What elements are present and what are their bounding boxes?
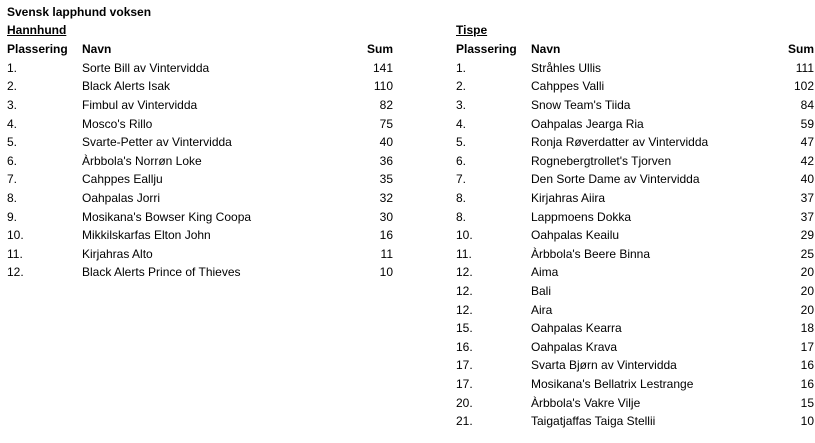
placement-cell: 7. xyxy=(7,172,18,187)
sum-cell: 36 xyxy=(379,153,393,168)
table-row xyxy=(456,245,814,264)
table-row xyxy=(456,96,814,115)
placement-cell: 16. xyxy=(456,339,473,354)
placement-cell: 15. xyxy=(456,321,473,336)
sum-cell: 102 xyxy=(793,79,814,94)
table-row xyxy=(456,170,814,189)
dog-name-cell: Fimbul av Vintervidda xyxy=(82,98,198,113)
dog-name-cell: Mosikana's Bowser King Coopa xyxy=(82,209,252,224)
table-row xyxy=(456,263,814,282)
table-row xyxy=(456,282,814,301)
sum-cell: 10 xyxy=(379,265,393,280)
dog-name-cell: Cahppes Valli xyxy=(531,79,605,94)
male-results-table xyxy=(7,40,393,282)
dog-name-cell: Snow Team's Tiida xyxy=(531,98,631,113)
placement-cell: 17. xyxy=(456,358,473,373)
placement-cell: 11. xyxy=(7,246,23,261)
female-results-table xyxy=(456,40,814,430)
sum-cell: 32 xyxy=(379,191,393,206)
dog-name-cell: Aira xyxy=(531,302,553,317)
dog-name-cell: Oahpalas Kearra xyxy=(531,321,622,336)
male-results-body xyxy=(7,59,393,282)
sum-cell: 82 xyxy=(379,98,393,113)
table-row xyxy=(456,77,814,96)
dog-name-cell: Oahpalas Krava xyxy=(531,339,618,354)
table-row xyxy=(7,77,393,96)
female-section xyxy=(456,22,814,430)
column-header-name: Navn xyxy=(531,42,561,57)
sum-cell: 16 xyxy=(379,228,393,243)
sum-cell: 30 xyxy=(379,209,393,224)
placement-cell: 7. xyxy=(456,172,467,187)
placement-cell: 10. xyxy=(456,228,473,243)
placement-cell: 9. xyxy=(7,209,18,224)
dog-name-cell: Cahppes Eallju xyxy=(82,172,163,187)
sum-cell: 20 xyxy=(800,265,814,280)
table-row xyxy=(456,300,814,319)
sum-cell: 37 xyxy=(800,191,814,206)
column-header-sum: Sum xyxy=(366,42,393,57)
sum-cell: 111 xyxy=(795,60,814,75)
dog-name-cell: Ronja Røverdatter av Vintervidda xyxy=(531,135,709,150)
placement-cell: 1. xyxy=(456,60,467,75)
dog-name-cell: Taigatjaffas Taiga Stellii xyxy=(531,414,656,429)
placement-cell: 12. xyxy=(456,265,473,280)
placement-cell: 21. xyxy=(456,414,473,429)
female-section-title: Tispe xyxy=(456,23,488,37)
sum-cell: 11 xyxy=(380,246,393,261)
dog-name-cell: Svarta Bjørn av Vintervidda xyxy=(531,358,677,373)
female-results-body xyxy=(456,59,814,431)
dog-name-cell: Oahpalas Jorri xyxy=(82,191,161,206)
placement-cell: 12. xyxy=(456,302,473,317)
sum-cell: 110 xyxy=(373,79,393,94)
dog-name-cell: Àrbbola's Norrøn Loke xyxy=(82,153,202,168)
placement-cell: 6. xyxy=(456,153,467,168)
dog-name-cell: Svarte-Petter av Vintervidda xyxy=(82,135,232,150)
table-row xyxy=(456,375,814,394)
dog-name-cell: Oahpalas Keailu xyxy=(531,228,620,243)
table-row xyxy=(456,114,814,133)
table-row xyxy=(456,226,814,245)
column-header-name: Navn xyxy=(82,42,112,57)
table-row xyxy=(7,59,393,78)
sum-cell: 20 xyxy=(800,302,814,317)
placement-cell: 6. xyxy=(7,153,18,168)
sum-cell: 40 xyxy=(800,172,814,187)
table-row xyxy=(7,263,393,282)
sum-cell: 35 xyxy=(379,172,393,187)
dog-name-cell: Black Alerts Isak xyxy=(82,79,171,94)
placement-cell: 8. xyxy=(7,191,18,206)
sum-cell: 10 xyxy=(800,414,814,429)
table-row xyxy=(456,356,814,375)
sum-cell: 42 xyxy=(800,153,814,168)
table-row xyxy=(456,338,814,357)
dog-name-cell: Mosikana's Bellatrix Lestrange xyxy=(531,376,694,391)
placement-cell: 3. xyxy=(7,98,18,113)
sum-cell: 141 xyxy=(372,60,393,75)
table-row xyxy=(456,59,814,78)
sum-cell: 37 xyxy=(800,209,814,224)
page-title: Svensk lapphund voksen xyxy=(7,5,152,19)
table-row xyxy=(7,189,393,208)
table-row xyxy=(456,152,814,171)
sum-cell: 18 xyxy=(800,321,814,336)
sum-cell: 16 xyxy=(800,376,814,391)
table-row xyxy=(456,412,814,431)
sum-cell: 16 xyxy=(800,358,814,373)
table-header-row xyxy=(7,40,393,59)
sum-cell: 40 xyxy=(379,135,393,150)
placement-cell: 17. xyxy=(456,376,473,391)
dog-name-cell: Lappmoens Dokka xyxy=(531,209,632,224)
placement-cell: 4. xyxy=(456,116,467,131)
placement-cell: 8. xyxy=(456,209,467,224)
table-row xyxy=(456,207,814,226)
dog-name-cell: Rognebergtrollet's Tjorven xyxy=(531,153,672,168)
dog-name-cell: Mikkilskarfas Elton John xyxy=(82,228,211,243)
placement-cell: 5. xyxy=(7,135,18,150)
table-row xyxy=(7,133,393,152)
sum-cell: 75 xyxy=(379,116,393,131)
dog-name-cell: Sorte Bill av Vintervidda xyxy=(82,60,210,75)
table-row xyxy=(7,114,393,133)
table-row xyxy=(7,245,393,264)
placement-cell: 2. xyxy=(456,79,467,94)
column-header-place: Plassering xyxy=(456,42,517,57)
placement-cell: 20. xyxy=(456,395,473,410)
placement-cell: 2. xyxy=(7,79,18,94)
dog-name-cell: Mosco's Rillo xyxy=(82,116,153,131)
table-row xyxy=(456,189,814,208)
sum-cell: 20 xyxy=(800,284,814,299)
table-row xyxy=(7,170,393,189)
male-section xyxy=(7,22,397,282)
placement-cell: 12. xyxy=(456,284,473,299)
sum-cell: 59 xyxy=(800,116,814,131)
dog-name-cell: Aima xyxy=(531,265,559,280)
table-row xyxy=(456,133,814,152)
dog-name-cell: Oahpalas Jearga Ria xyxy=(531,116,644,131)
placement-cell: 10. xyxy=(7,228,24,243)
placement-cell: 11. xyxy=(456,246,472,261)
placement-cell: 12. xyxy=(7,265,24,280)
table-row xyxy=(456,319,814,338)
sum-cell: 84 xyxy=(800,98,814,113)
sum-cell: 47 xyxy=(800,135,814,150)
dog-name-cell: Àrbbola's Beere Binna xyxy=(531,246,651,261)
dog-name-cell: Àrbbola's Vakre Vilje xyxy=(531,395,641,410)
placement-cell: 5. xyxy=(456,135,467,150)
table-row xyxy=(456,393,814,412)
column-header-place: Plassering xyxy=(7,42,68,57)
dog-name-cell: Kirjahras Aiira xyxy=(531,191,606,206)
sum-cell: 15 xyxy=(800,395,814,410)
table-row xyxy=(7,226,393,245)
sum-cell: 25 xyxy=(800,246,814,261)
male-section-title: Hannhund xyxy=(7,23,67,37)
sum-cell: 17 xyxy=(800,339,814,354)
placement-cell: 3. xyxy=(456,98,467,113)
dog-name-cell: Black Alerts Prince of Thieves xyxy=(82,265,241,280)
sum-cell: 29 xyxy=(800,228,814,243)
placement-cell: 8. xyxy=(456,191,467,206)
table-row xyxy=(7,152,393,171)
table-row xyxy=(7,96,393,115)
dog-name-cell: Bali xyxy=(531,284,552,299)
column-header-sum: Sum xyxy=(787,42,814,57)
placement-cell: 1. xyxy=(7,60,18,75)
table-header-row xyxy=(456,40,814,59)
placement-cell: 4. xyxy=(7,116,18,131)
table-row xyxy=(7,207,393,226)
dog-name-cell: Den Sorte Dame av Vintervidda xyxy=(531,172,700,187)
dog-name-cell: Kirjahras Alto xyxy=(82,246,153,261)
dog-name-cell: Stråhles Ullis xyxy=(531,60,602,75)
